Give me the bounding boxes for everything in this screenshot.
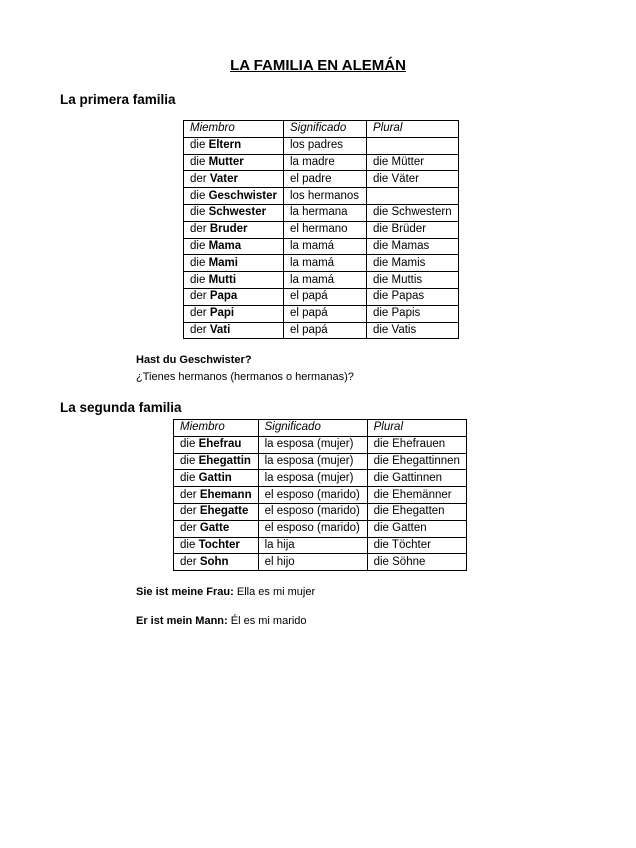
- table-row: [174, 503, 467, 520]
- article: die: [180, 454, 196, 467]
- cell-miembro: [184, 255, 284, 272]
- example-frau-spanish: Ella es mi mujer: [236, 586, 316, 598]
- column-header-miembro: Miembro: [174, 420, 259, 437]
- table-row: [184, 204, 459, 221]
- noun: Ehefrau: [198, 438, 242, 451]
- cell-plural: die Ehegattinnen: [367, 453, 466, 470]
- noun: Vater: [209, 172, 238, 185]
- noun: Ehegatte: [199, 505, 249, 518]
- cell-plural: die Ehegatten: [367, 503, 466, 520]
- column-header-plural: Plural: [366, 121, 458, 138]
- cell-significado: la esposa (mujer): [258, 436, 367, 453]
- cell-miembro: [174, 520, 259, 537]
- example-frau: [136, 584, 315, 601]
- article: der: [180, 555, 197, 568]
- article: die: [180, 471, 196, 484]
- noun: Schwester: [208, 206, 267, 219]
- cell-significado: el hermano: [283, 221, 366, 238]
- cell-significado: la madre: [283, 154, 366, 171]
- article: die: [190, 189, 206, 202]
- table-row: [184, 288, 459, 305]
- example-mann-spanish: Él es mi marido: [230, 615, 307, 627]
- cell-miembro: [184, 322, 284, 339]
- noun: Gattin: [198, 471, 232, 484]
- article: die: [190, 206, 206, 219]
- noun: Sohn: [199, 555, 229, 568]
- noun: Ehemann: [199, 488, 252, 501]
- article: der: [190, 223, 207, 236]
- column-header-significado: Significado: [283, 121, 366, 138]
- section-heading-segunda: La segunda familia: [60, 400, 182, 415]
- cell-miembro: [184, 288, 284, 305]
- article: die: [190, 256, 206, 269]
- cell-plural: die Brüder: [366, 221, 458, 238]
- table-row: [184, 137, 459, 154]
- question-german: Hast du Geschwister?: [136, 354, 252, 366]
- page-title: LA FAMILIA EN ALEMÁN: [230, 57, 406, 74]
- cell-plural: die Ehemänner: [367, 487, 466, 504]
- question-block: [136, 352, 354, 386]
- table-row: [184, 305, 459, 322]
- table-row: [184, 171, 459, 188]
- cell-plural: die Ehefrauen: [367, 436, 466, 453]
- cell-miembro: [174, 453, 259, 470]
- cell-significado: la mamá: [283, 255, 366, 272]
- cell-miembro: [174, 436, 259, 453]
- cell-plural: die Papas: [366, 288, 458, 305]
- cell-miembro: [174, 503, 259, 520]
- cell-significado: la esposa (mujer): [258, 453, 367, 470]
- table-row: [174, 520, 467, 537]
- cell-miembro: [184, 221, 284, 238]
- article: der: [190, 172, 207, 185]
- table-row: [174, 537, 467, 554]
- cell-miembro: [184, 171, 284, 188]
- cell-plural: [366, 137, 458, 154]
- table-header-row: [184, 121, 459, 138]
- cell-miembro: [174, 537, 259, 554]
- column-header-significado: Significado: [258, 420, 367, 437]
- column-header-plural: Plural: [367, 420, 466, 437]
- cell-miembro: [184, 305, 284, 322]
- article: der: [180, 488, 197, 501]
- noun: Mami: [208, 256, 238, 269]
- cell-miembro: [184, 137, 284, 154]
- cell-plural: die Töchter: [367, 537, 466, 554]
- table-row: [174, 487, 467, 504]
- cell-significado: la hija: [258, 537, 367, 554]
- article: der: [190, 323, 207, 336]
- cell-plural: die Gatten: [367, 520, 466, 537]
- table-row: [184, 322, 459, 339]
- cell-plural: die Vatis: [366, 322, 458, 339]
- article: die: [180, 538, 196, 551]
- cell-significado: la mamá: [283, 272, 366, 289]
- article: die: [190, 273, 206, 286]
- noun: Mutti: [208, 273, 237, 286]
- cell-significado: la esposa (mujer): [258, 470, 367, 487]
- table-row: [174, 436, 467, 453]
- section-heading-primera: La primera familia: [60, 92, 176, 107]
- article: der: [190, 290, 207, 303]
- cell-significado: la mamá: [283, 238, 366, 255]
- cell-significado: el papá: [283, 288, 366, 305]
- article: der: [180, 505, 197, 518]
- table-row: [184, 154, 459, 171]
- cell-significado: el hijo: [258, 554, 367, 571]
- cell-miembro: [174, 487, 259, 504]
- cell-miembro: [184, 204, 284, 221]
- noun: Eltern: [208, 139, 242, 152]
- noun: Gatte: [199, 522, 230, 535]
- cell-significado: el papá: [283, 305, 366, 322]
- vocab-table-segunda: [173, 419, 467, 571]
- table-row: [174, 554, 467, 571]
- article: der: [180, 522, 197, 535]
- example-mann: [136, 613, 307, 630]
- cell-plural: die Mütter: [366, 154, 458, 171]
- noun: Mama: [208, 239, 242, 252]
- cell-significado: el papá: [283, 322, 366, 339]
- noun: Papi: [209, 307, 235, 320]
- cell-miembro: [184, 188, 284, 205]
- article: die: [190, 239, 206, 252]
- article: die: [180, 438, 196, 451]
- cell-significado: el esposo (marido): [258, 503, 367, 520]
- cell-plural: [366, 188, 458, 205]
- noun: Ehegattin: [198, 454, 251, 467]
- table-row: [174, 470, 467, 487]
- article: die: [190, 155, 206, 168]
- cell-significado: el esposo (marido): [258, 487, 367, 504]
- cell-miembro: [184, 238, 284, 255]
- cell-plural: die Mamas: [366, 238, 458, 255]
- cell-plural: die Väter: [366, 171, 458, 188]
- cell-plural: die Schwestern: [366, 204, 458, 221]
- question-translation: ¿Tienes hermanos (hermanos o hermanas)?: [136, 371, 354, 383]
- cell-plural: die Muttis: [366, 272, 458, 289]
- cell-significado: la hermana: [283, 204, 366, 221]
- article: die: [190, 139, 206, 152]
- cell-miembro: [174, 554, 259, 571]
- noun: Bruder: [209, 223, 248, 236]
- table-row: [174, 453, 467, 470]
- column-header-miembro: Miembro: [184, 121, 284, 138]
- noun: Papa: [209, 290, 238, 303]
- vocab-table-primera: [183, 120, 459, 339]
- noun: Mutter: [208, 155, 244, 168]
- cell-significado: los hermanos: [283, 188, 366, 205]
- article: der: [190, 307, 207, 320]
- example-mann-german: Er ist mein Mann:: [136, 615, 228, 627]
- cell-plural: die Mamis: [366, 255, 458, 272]
- cell-plural: die Gattinnen: [367, 470, 466, 487]
- noun: Tochter: [198, 538, 240, 551]
- table-row: [184, 221, 459, 238]
- table-header-row: [174, 420, 467, 437]
- cell-plural: die Papis: [366, 305, 458, 322]
- cell-significado: el esposo (marido): [258, 520, 367, 537]
- cell-plural: die Söhne: [367, 554, 466, 571]
- table-row: [184, 188, 459, 205]
- cell-significado: los padres: [283, 137, 366, 154]
- table-row: [184, 238, 459, 255]
- table-row: [184, 272, 459, 289]
- cell-miembro: [184, 154, 284, 171]
- table-row: [184, 255, 459, 272]
- noun: Geschwister: [208, 189, 277, 202]
- cell-significado: el padre: [283, 171, 366, 188]
- cell-miembro: [174, 470, 259, 487]
- example-frau-german: Sie ist meine Frau:: [136, 586, 234, 598]
- noun: Vati: [209, 323, 231, 336]
- cell-miembro: [184, 272, 284, 289]
